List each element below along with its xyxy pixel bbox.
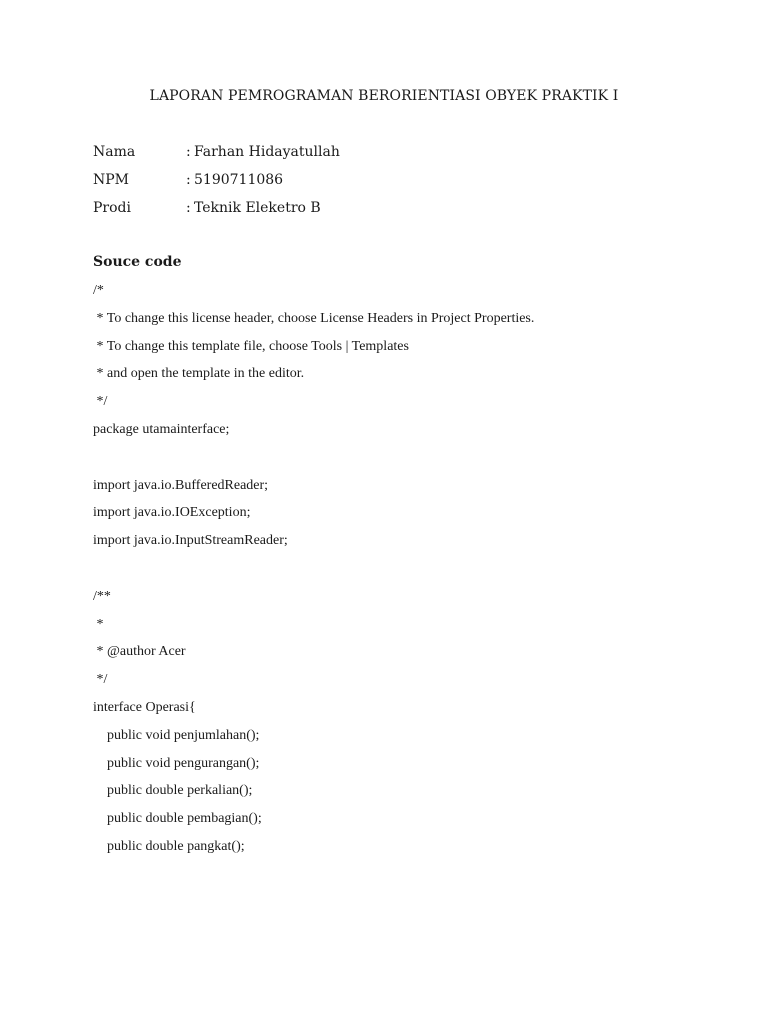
student-info bbox=[93, 143, 340, 227]
code-line: package utamainterface; bbox=[93, 421, 230, 437]
code-line: public void penjumlahan(); bbox=[93, 727, 260, 743]
code-line: interface Operasi{ bbox=[93, 699, 196, 715]
code-line: /** bbox=[93, 588, 111, 604]
code-line bbox=[93, 560, 534, 588]
info-separator: : bbox=[186, 200, 191, 216]
code-line: * To change this license header, choose License Headers in Project Properties. bbox=[93, 310, 535, 326]
info-value: 5190711086 bbox=[194, 172, 284, 188]
info-value: Farhan Hidayatullah bbox=[194, 144, 340, 160]
info-row-nama bbox=[93, 143, 340, 171]
source-code-block bbox=[93, 282, 534, 866]
code-line: */ bbox=[93, 394, 108, 410]
code-line: * To change this template file, choose Tools | Templates bbox=[93, 338, 409, 354]
code-line: /* bbox=[93, 283, 104, 298]
document-title: LAPORAN PEMROGRAMAN BERORIENTIASI OBYEK PRAKTIK I bbox=[149, 88, 619, 104]
info-separator: : bbox=[186, 172, 191, 188]
info-label: Prodi bbox=[93, 200, 131, 216]
code-line: * and open the template in the editor. bbox=[93, 366, 305, 382]
code-line: */ bbox=[93, 672, 108, 688]
code-line: public void pengurangan(); bbox=[93, 755, 260, 771]
code-line: import java.io.BufferedReader; bbox=[93, 477, 269, 493]
info-row-npm bbox=[93, 171, 340, 199]
code-line: public double pangkat(); bbox=[93, 838, 245, 854]
info-row-prodi bbox=[93, 199, 340, 227]
code-line: * @author Acer bbox=[93, 644, 186, 660]
code-line: import java.io.IOException; bbox=[93, 505, 251, 521]
section-heading: Souce code bbox=[93, 254, 182, 270]
info-value: Teknik Eleketro B bbox=[194, 200, 321, 216]
code-line: import java.io.InputStreamReader; bbox=[93, 533, 288, 549]
code-line: * bbox=[93, 616, 104, 632]
code-line: public double pembagian(); bbox=[93, 811, 262, 827]
info-label: Nama bbox=[93, 144, 136, 160]
info-label: NPM bbox=[93, 172, 130, 188]
info-separator: : bbox=[186, 144, 191, 160]
code-line bbox=[93, 449, 534, 477]
code-line: public double perkalian(); bbox=[93, 783, 253, 799]
